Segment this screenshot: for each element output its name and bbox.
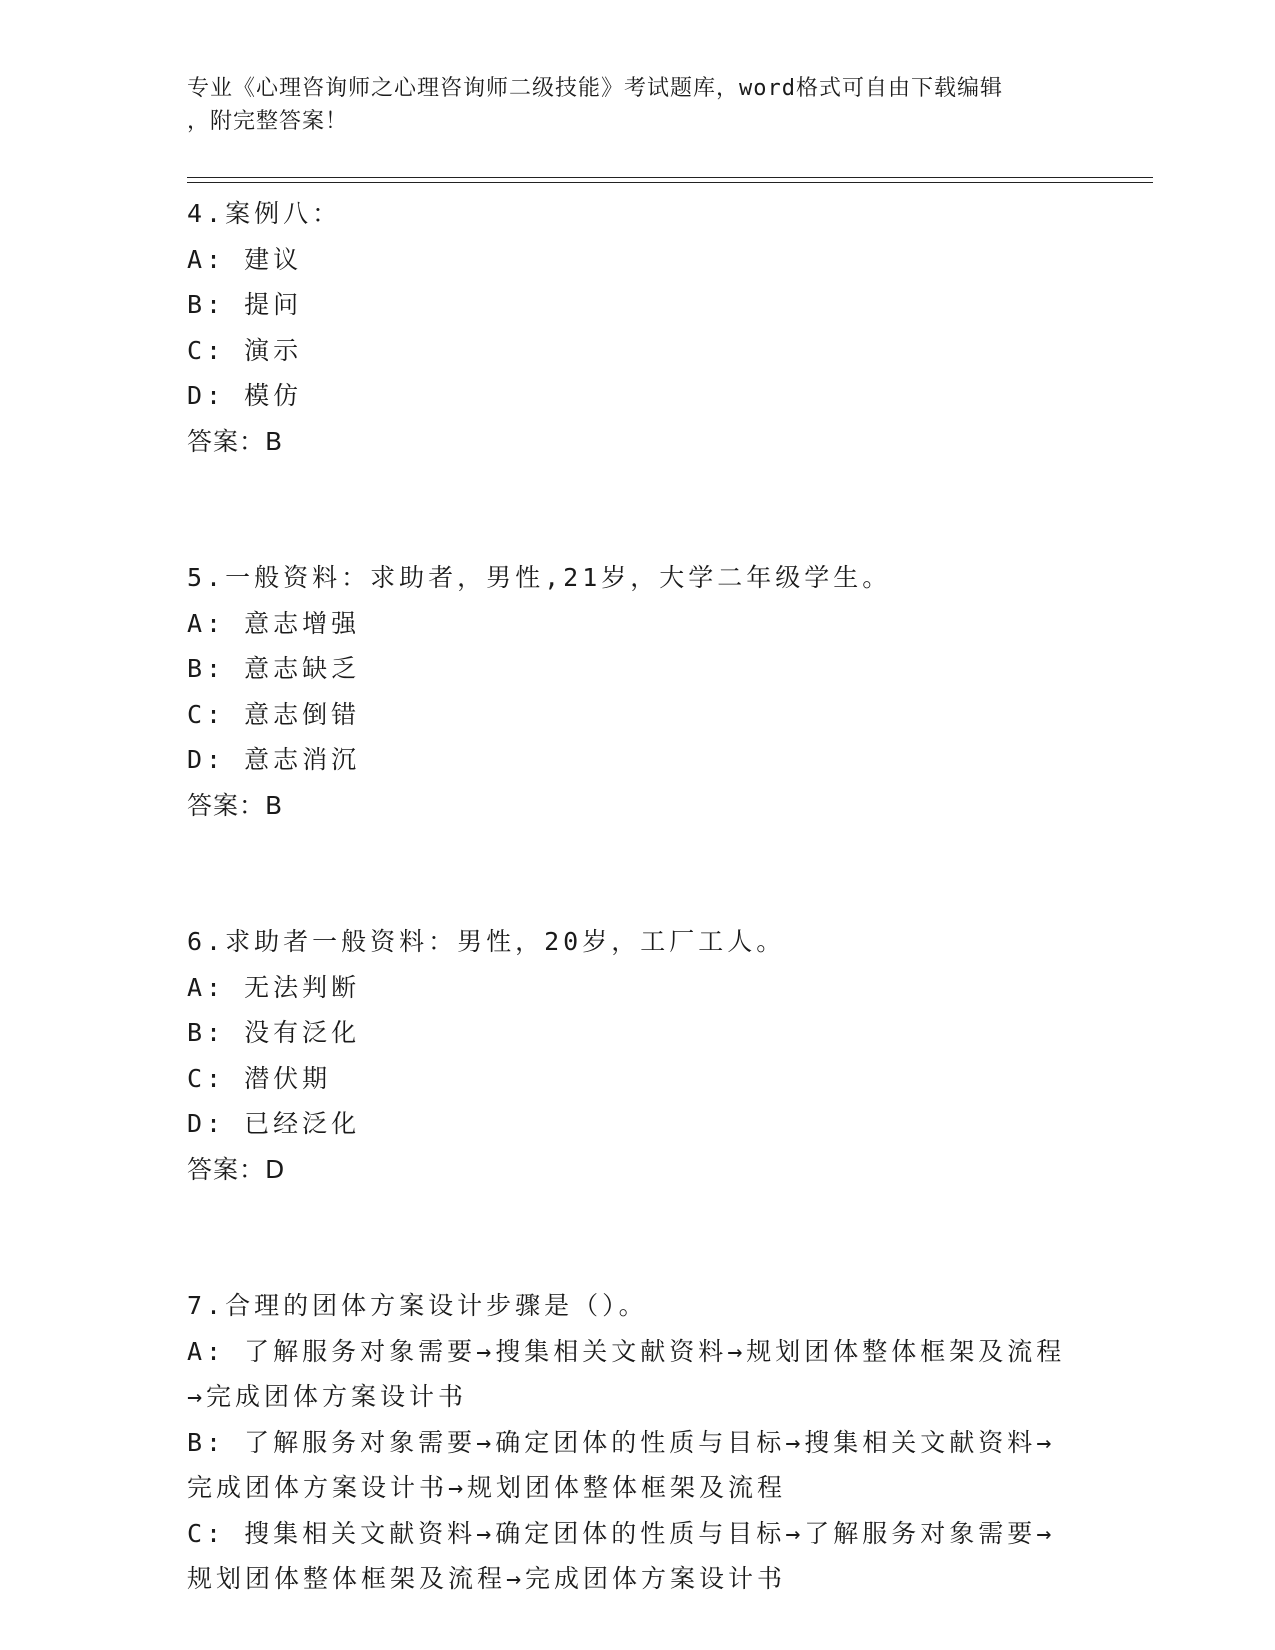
option-b: B: 了解服务对象需要→确定团体的性质与目标→搜集相关文献资料→ [187, 1427, 1056, 1457]
question-stem: 4.案例八： [187, 199, 342, 228]
option-b: B: 意志缺乏 [187, 654, 361, 683]
option-b: B: 提问 [187, 290, 303, 319]
option-c: C: 搜集相关文献资料→确定团体的性质与目标→了解服务对象需要→ [187, 1518, 1056, 1548]
option-d: D: 模仿 [187, 381, 303, 410]
answer-line: 答案：B [187, 790, 284, 820]
header-divider-top [187, 177, 1153, 178]
question-5 [187, 555, 1087, 828]
option-d: D: 已经泛化 [187, 1109, 361, 1138]
question-7 [187, 1283, 1087, 1602]
option-b-continued: 完成团体方案设计书→规划团体整体框架及流程 [187, 1473, 787, 1502]
option-a: A: 无法判断 [187, 972, 361, 1002]
document-header [187, 72, 1067, 138]
question-stem: 5.一般资料：求助者，男性,21岁，大学二年级学生。 [187, 563, 892, 592]
question-list [187, 191, 1087, 1602]
option-c: C: 潜伏期 [187, 1063, 332, 1093]
header-line-1: 专业《心理咨询师之心理咨询师二级技能》考试题库，word格式可自由下载编辑 [187, 76, 1003, 101]
header-divider-bottom [187, 182, 1153, 183]
spacer [187, 464, 1087, 555]
question-stem: 6.求助者一般资料：男性，20岁，工厂工人。 [187, 927, 786, 956]
option-b: B: 没有泛化 [187, 1018, 361, 1047]
spacer [187, 1192, 1087, 1283]
answer-line: 答案：B [187, 426, 284, 456]
option-a: A: 了解服务对象需要→搜集相关文献资料→规划团体整体框架及流程 [187, 1336, 1066, 1366]
option-c-continued: 规划团体整体框架及流程→完成团体方案设计书 [187, 1564, 787, 1593]
question-6 [187, 919, 1087, 1192]
answer-line: 答案：D [187, 1154, 286, 1184]
header-line-2: ，附完整答案！ [187, 109, 349, 134]
option-c: C: 演示 [187, 335, 303, 365]
option-a: A: 建议 [187, 244, 303, 274]
option-a: A: 意志增强 [187, 608, 361, 638]
option-d: D: 意志消沉 [187, 745, 361, 774]
option-c: C: 意志倒错 [187, 699, 361, 729]
option-a-continued: →完成团体方案设计书 [187, 1382, 468, 1411]
question-stem: 7.合理的团体方案设计步骤是（）。 [187, 1291, 648, 1320]
spacer [187, 828, 1087, 919]
question-4 [187, 191, 1087, 464]
